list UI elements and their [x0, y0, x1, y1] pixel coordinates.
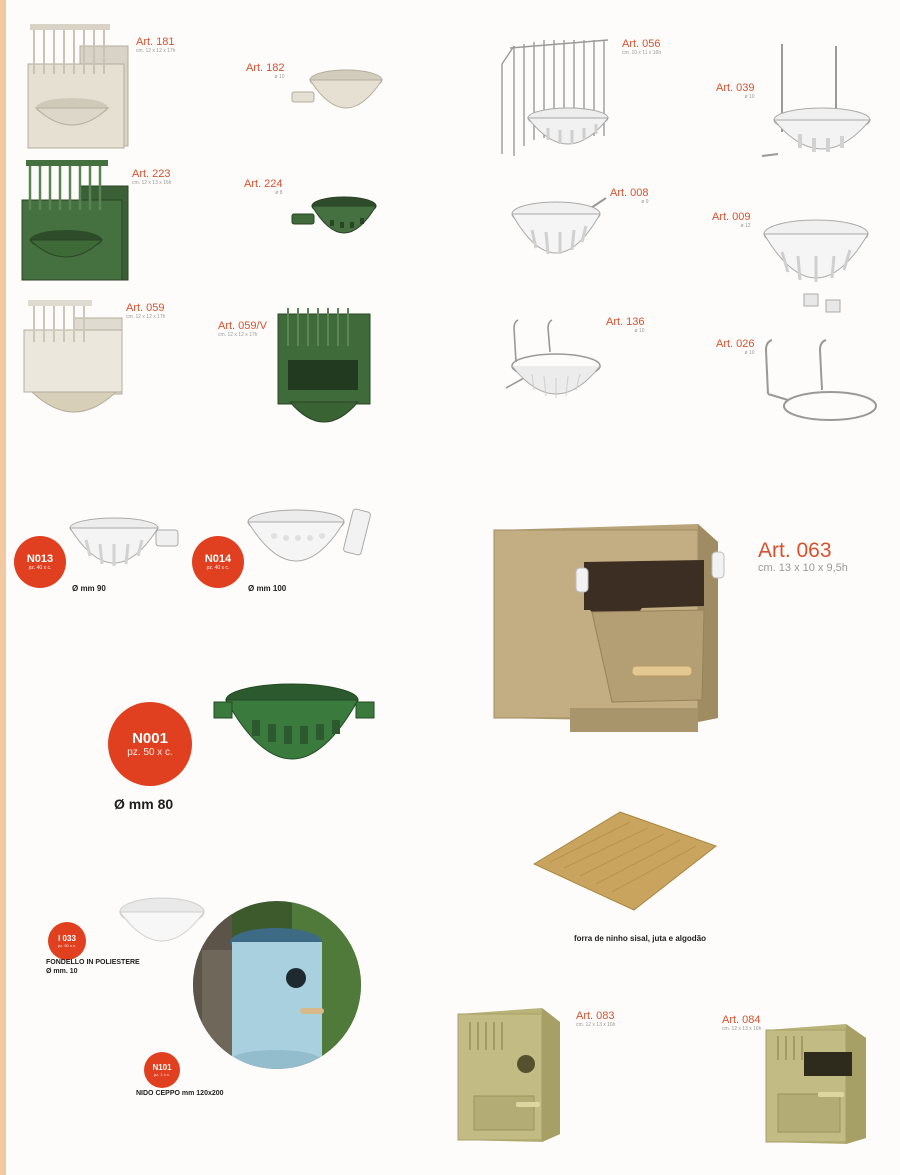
badge-n001: N001 pz. 50 x c. [108, 702, 192, 786]
caption-n101: NIDO CEPPO mm 120x200 [136, 1090, 224, 1097]
nest-cup-n001-image [212, 680, 378, 784]
nest-wire-basket-008-image [508, 196, 612, 274]
nest-cup-224-image [290, 196, 382, 252]
caption-n001: Ø mm 80 [114, 796, 174, 812]
nest-cage-223-image [20, 160, 132, 282]
art-181-label: Art. 181 cm. 12 x 12 x 17h [136, 36, 176, 54]
art-136-label: Art. 136 ø 10 [606, 316, 645, 334]
nest-box-083-image [456, 1004, 568, 1146]
nest-cup-n014-image [244, 508, 376, 584]
badge-n014: N014 pz. 40 x c. [192, 536, 244, 588]
badge-n013: N013 pz. 40 x c. [14, 536, 66, 588]
art-063-label: Art. 063 cm. 13 x 10 x 9,5h [758, 539, 848, 574]
caption-lining: forra de ninho sisal, juta e algodão [574, 934, 707, 943]
caption-n013: Ø mm 90 [72, 584, 106, 593]
badge-n101: N101 pz. 1 x c. [144, 1052, 180, 1088]
art-059v-label: Art. 059/V cm. 12 x 12 x 17h [218, 320, 267, 338]
left-edge-strip [0, 0, 6, 1175]
art-059-label: Art. 059 cm. 12 x 12 x 17h [126, 302, 166, 320]
nest-wire-hanging-136-image [504, 318, 608, 408]
art-008-label: Art. 008 ø 9 [610, 187, 649, 205]
nest-cup-182-image [290, 66, 386, 122]
badge-i033: I 033 pz. 50 x c. [48, 922, 86, 960]
nest-box-063-image [492, 522, 732, 740]
art-039-label: Art. 039 ø 10 [716, 82, 755, 100]
nest-cage-059v-image [276, 306, 376, 430]
nest-cage-181-image [24, 24, 134, 150]
art-084-label: Art. 084 cm. 12 x 13 x 16h [722, 1014, 762, 1032]
art-083-label: Art. 083 cm. 12 x 13 x 16h [576, 1010, 616, 1028]
art-224-label: Art. 224 ø 8 [244, 178, 283, 196]
art-223-label: Art. 223 cm. 12 x 13 x 16h [132, 168, 172, 186]
caption-i033: FONDELLO IN POLIESTERE Ø mm. 10 [46, 959, 140, 975]
art-026-label: Art. 026 ø 10 [716, 338, 755, 356]
nest-wire-ring-026-image [760, 338, 880, 430]
nest-cage-059-image [22, 300, 126, 420]
nest-wire-cage-056-image [500, 36, 618, 162]
art-009-label: Art. 009 ø 12 [712, 211, 751, 229]
nest-log-n101-image [192, 900, 362, 1070]
caption-n014: Ø mm 100 [248, 584, 287, 593]
nest-hanging-039-image [760, 42, 880, 168]
nest-lining-pad-image [530, 806, 720, 916]
nest-box-084-image [764, 1020, 876, 1150]
nest-wire-basket-009-image [760, 214, 878, 318]
nest-cup-n013-image [66, 516, 182, 582]
art-182-label: Art. 182 ø 10 [246, 62, 285, 80]
art-056-label: Art. 056 cm. 10 x 11 x 16h [622, 38, 662, 56]
